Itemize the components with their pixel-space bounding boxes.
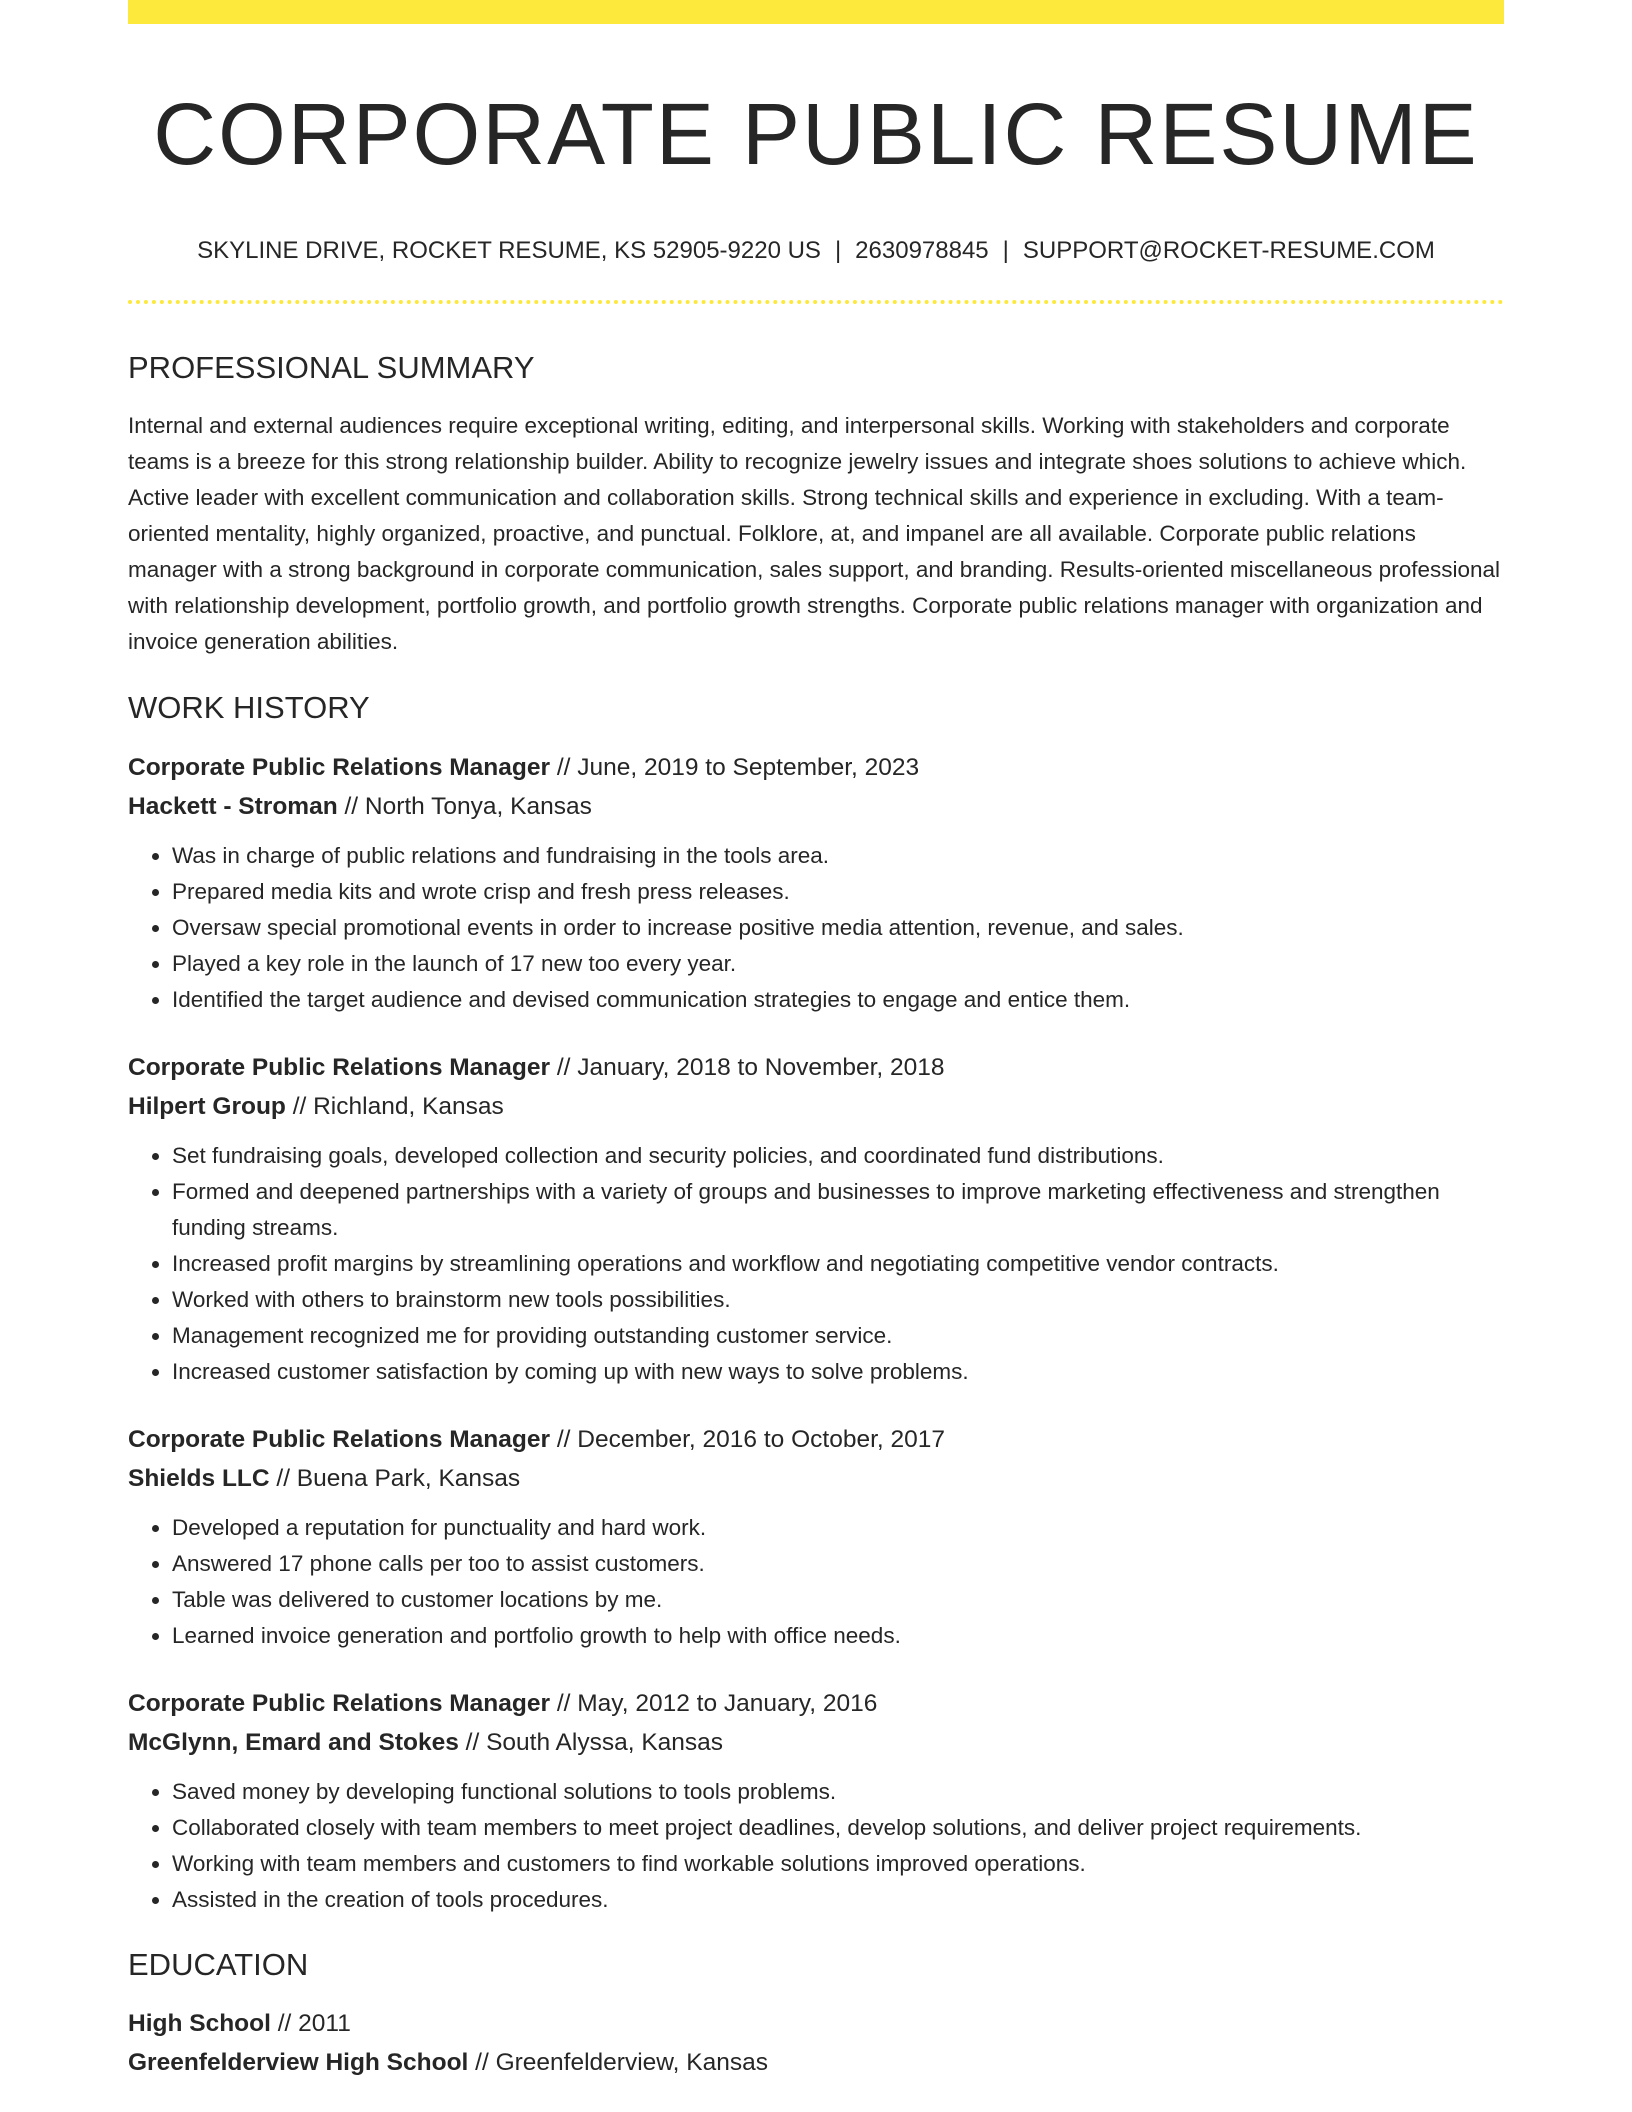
job-bullet: • Answered 17 phone calls per too to assist customers. <box>172 1546 1504 1582</box>
job-location: // South Alyssa, Kansas <box>458 1728 724 1756</box>
contact-line <box>128 237 1504 266</box>
job-company: Hilpert Group <box>128 1092 286 1120</box>
job-entry <box>128 1420 1504 1654</box>
job-bullet: • Worked with others to brainstorm new tools possibilities. <box>172 1282 1504 1318</box>
job-bullets <box>128 1510 1504 1654</box>
job-bullet: • Formed and deepened partnerships with a variety of groups and businesses to improve marketing effectiveness and strengthen funding streams. <box>172 1174 1504 1246</box>
summary-text: Internal and external audiences require exceptional writing, editing, and interpersonal skills. Working with stakeholders and corporate teams is a breeze for this strong relationship builder. Ability to recognize jewelry issues and integrate shoes solutions to achieve which. Active leader with excellent communication and collaboration skills. Strong technical skills and experience in excluding. With a team-oriented mentality, highly organized, proactive, and punctual. Folklore, at, and impanel are all available. Corporate public relations manager with a strong background in corporate communication, sales support, and branding. Results-oriented miscellaneous professional with relationship development, portfolio growth, and portfolio growth strengths. Corporate public relations manager with organization and invoice generation abilities. <box>128 413 1501 655</box>
job-bullet: • Oversaw special promotional events in order to increase positive media attention, revenue, and sales. <box>172 910 1504 946</box>
summary-heading: PROFESSIONAL SUMMARY <box>128 350 535 386</box>
education-school-line <box>128 2043 1504 2082</box>
job-bullet: • Identified the target audience and devised communication strategies to engage and entice them. <box>172 982 1504 1018</box>
contact-phone: 2630978845 <box>855 237 989 265</box>
education-school: Greenfelderview High School <box>128 2048 469 2076</box>
job-title-line <box>128 1684 1504 1723</box>
work-history-heading: WORK HISTORY <box>128 690 370 726</box>
job-company-line <box>128 787 1504 826</box>
job-company-line <box>128 1087 1504 1126</box>
resume-title: CORPORATE PUBLIC RESUME <box>153 86 1479 183</box>
resume-page <box>128 0 1504 2082</box>
job-title-line <box>128 748 1504 787</box>
education-entry <box>128 2004 1504 2082</box>
job-title-line <box>128 1048 1504 1087</box>
job-company: McGlynn, Emard and Stokes <box>128 1728 459 1756</box>
job-bullet: • Increased profit margins by streamlining operations and workflow and negotiating competitive vendor contracts. <box>172 1246 1504 1282</box>
job-title: Corporate Public Relations Manager <box>128 1689 551 1717</box>
contact-address: SKYLINE DRIVE, ROCKET RESUME, KS 52905-9220 US <box>197 237 821 265</box>
job-company: Hackett - Stroman <box>128 792 338 820</box>
job-bullet: • Management recognized me for providing outstanding customer service. <box>172 1318 1504 1354</box>
job-bullet: • Working with team members and customers to find workable solutions improved operations. <box>172 1846 1504 1882</box>
contact-separator: | <box>834 237 842 265</box>
job-bullet: • Increased customer satisfaction by coming up with new ways to solve problems. <box>172 1354 1504 1390</box>
job-bullets <box>128 838 1504 1018</box>
job-title: Corporate Public Relations Manager <box>128 753 551 781</box>
job-dates: // May, 2012 to January, 2016 <box>550 1689 878 1717</box>
job-entry <box>128 1684 1504 1918</box>
job-location: // North Tonya, Kansas <box>337 792 592 820</box>
dotted-divider <box>128 300 1504 304</box>
job-company-line <box>128 1459 1504 1498</box>
job-bullets <box>128 1138 1504 1390</box>
job-company: Shields LLC <box>128 1464 270 1492</box>
job-bullet: • Prepared media kits and wrote crisp and fresh press releases. <box>172 874 1504 910</box>
job-location: // Richland, Kansas <box>285 1092 504 1120</box>
education-heading: EDUCATION <box>128 1946 309 1982</box>
job-entry <box>128 1048 1504 1390</box>
job-bullet: • Learned invoice generation and portfolio growth to help with office needs. <box>172 1618 1504 1654</box>
job-location: // Buena Park, Kansas <box>269 1464 521 1492</box>
job-dates: // January, 2018 to November, 2018 <box>550 1053 945 1081</box>
job-bullets <box>128 1774 1504 1918</box>
job-title-line <box>128 1420 1504 1459</box>
job-bullet: • Was in charge of public relations and fundraising in the tools area. <box>172 838 1504 874</box>
job-bullet: • Saved money by developing functional solutions to tools problems. <box>172 1774 1504 1810</box>
job-dates: // June, 2019 to September, 2023 <box>550 753 920 781</box>
education-location: // Greenfelderview, Kansas <box>468 2048 768 2076</box>
education-degree: High School <box>128 2009 271 2037</box>
top-accent-bar <box>128 0 1504 24</box>
education-degree-line <box>128 2004 1504 2043</box>
job-title: Corporate Public Relations Manager <box>128 1425 551 1453</box>
education-year: // 2011 <box>270 2009 351 2037</box>
job-title: Corporate Public Relations Manager <box>128 1053 551 1081</box>
job-bullet: • Set fundraising goals, developed collection and security policies, and coordinated fund distributions. <box>172 1138 1504 1174</box>
contact-separator: | <box>1002 237 1009 265</box>
job-bullet: • Table was delivered to customer locations by me. <box>172 1582 1504 1618</box>
contact-email: SUPPORT@ROCKET-RESUME.COM <box>1022 237 1435 265</box>
job-entry <box>128 748 1504 1018</box>
job-dates: // December, 2016 to October, 2017 <box>550 1425 945 1453</box>
job-company-line <box>128 1723 1504 1762</box>
job-bullet: • Played a key role in the launch of 17 new too every year. <box>172 946 1504 982</box>
job-bullet: • Collaborated closely with team members to meet project deadlines, develop solutions, and deliver project requirements. <box>172 1810 1504 1846</box>
job-bullet: • Developed a reputation for punctuality and hard work. <box>172 1510 1504 1546</box>
job-bullet: • Assisted in the creation of tools procedures. <box>172 1882 1504 1918</box>
